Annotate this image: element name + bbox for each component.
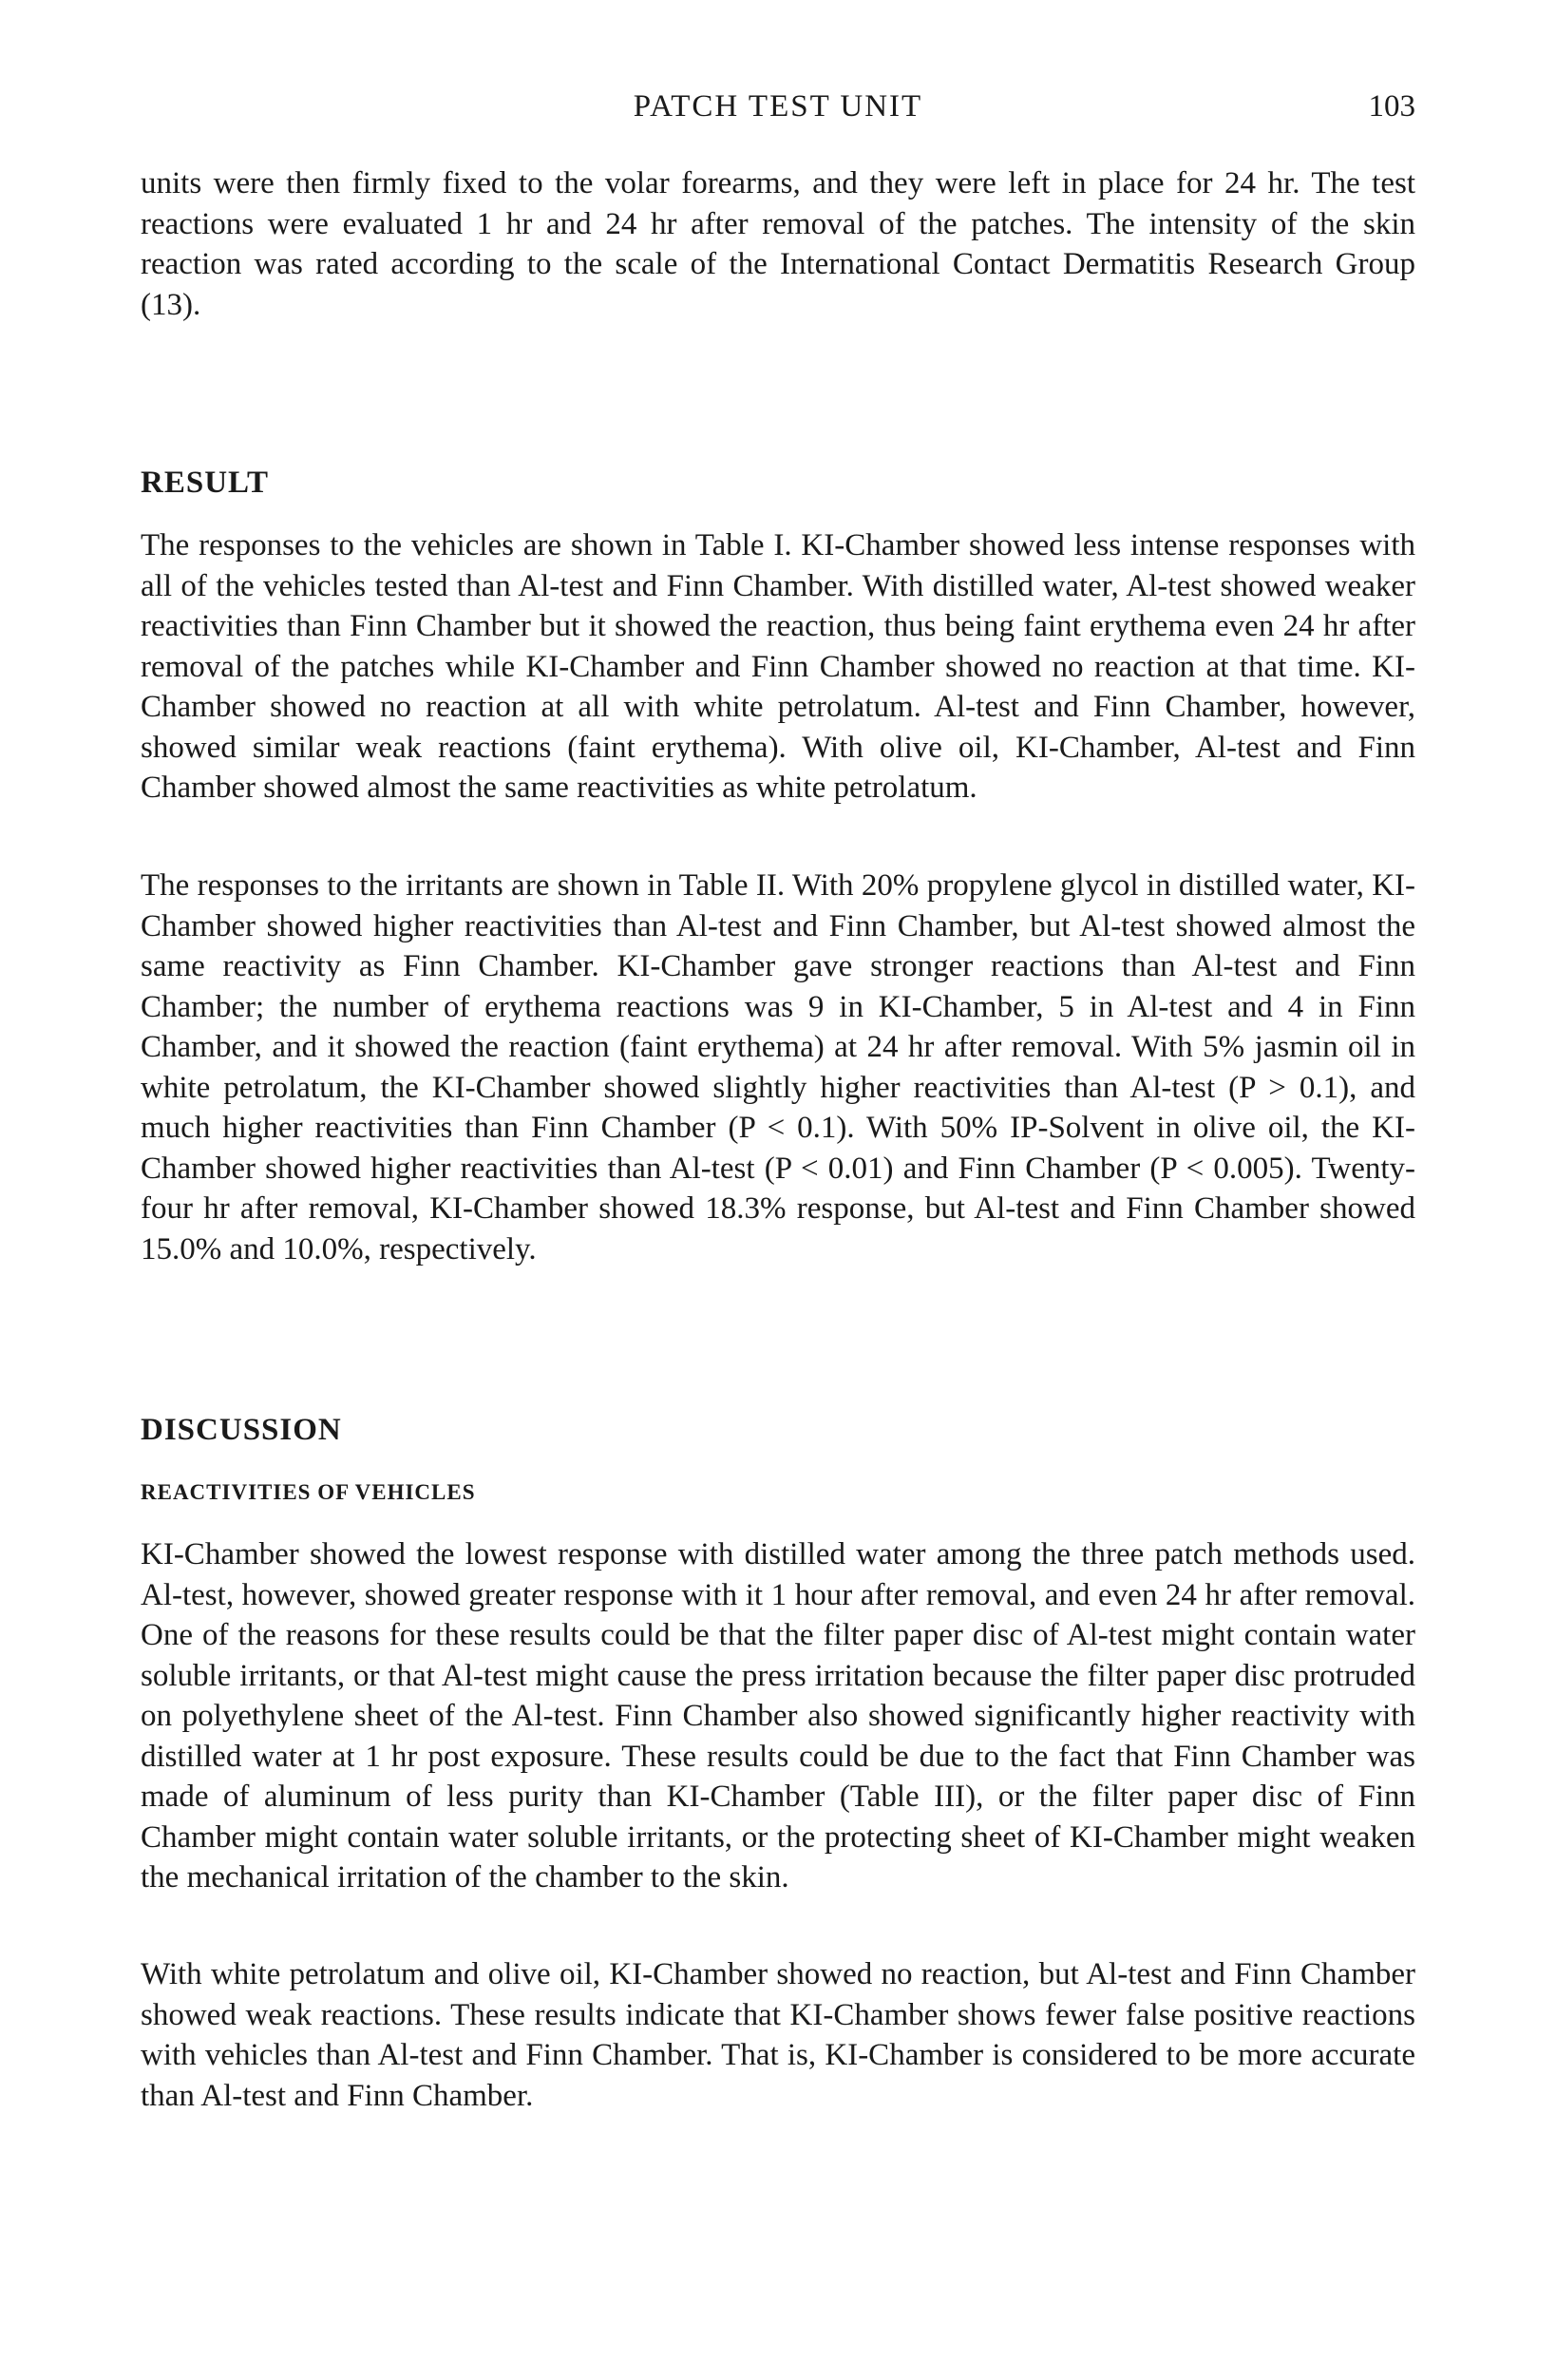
intro-paragraph: units were then firmly fixed to the volar forearms, and they were left in place for 24 hr. The test reactions were evaluated 1 hr and 24 hr after removal of the patches. The intensity of the skin reaction was rated according to the scale of the International Contact Dermatitis Research Group (13). [141, 166, 1415, 322]
result-paragraph-1: The responses to the vehicles are shown in Table I. KI-Chamber showed less intense responses with all of the vehicles tested than Al-test and Finn Chamber. With distilled water, Al-test showed weaker reactivities than Finn Chamber but it showed the reaction, thus being faint erythema even 24 hr after removal of the patches while KI-Chamber and Finn Chamber showed no reaction at that time. KI-Chamber showed no reaction at all with white petrolatum. Al-test and Finn Chamber, however, showed similar weak reactions (faint erythema). With olive oil, KI-Chamber, Al-test and Finn Chamber showed almost the same reactivities as white petrolatum. [141, 528, 1415, 805]
discussion-subheading: REACTIVITIES OF VEHICLES [141, 1480, 476, 1504]
result-heading: RESULT [141, 466, 270, 500]
discussion-paragraph-2: With white petrolatum and olive oil, KI-Chamber showed no reaction, but Al-test and Finn Chamber showed weak reactions. These results indicate that KI-Chamber shows fewer false positive reactions with vehicles than Al-test and Finn Chamber. That is, KI-Chamber is considered to be more accurate than Al-test and Finn Chamber. [141, 1957, 1415, 2113]
running-header [141, 89, 1415, 127]
discussion-paragraph-1: KI-Chamber showed the lowest response with distilled water among the three patch methods used. Al-test, however, showed greater response with it 1 hour after removal, and even 24 hr after removal. One of the reasons for these results could be that the filter paper disc of Al-test might contain water soluble irritants, or that Al-test might cause the press irritation because the filter paper disc protruded on polyethylene sheet of the Al-test. Finn Chamber also showed significantly higher reactivity with distilled water at 1 hr post exposure. These results could be due to the fact that Finn Chamber was made of aluminum of less purity than KI-Chamber (Table III), or the filter paper disc of Finn Chamber might contain water soluble irritants, or the protecting sheet of KI-Chamber might weaken the mechanical irritation of the chamber to the skin. [141, 1537, 1415, 1894]
running-title: PATCH TEST UNIT [633, 89, 923, 124]
discussion-heading: DISCUSSION [141, 1413, 342, 1447]
result-paragraph-2: The responses to the irritants are shown in Table II. With 20% propylene glycol in distilled water, KI-Chamber showed higher reactivities than Al-test and Finn Chamber, but Al-test showed almost the same reactivity as Finn Chamber. KI-Chamber gave stronger reactions than Al-test and Finn Chamber; the number of erythema reactions was 9 in KI-Chamber, 5 in Al-test and 4 in Finn Chamber, and it showed the reaction (faint erythema) at 24 hr after removal. With 5% jasmin oil in white petrolatum, the KI-Chamber showed slightly higher reactivities than Al-test (P > 0.1), and much higher reactivities than Finn Chamber (P < 0.1). With 50% IP-Solvent in olive oil, the KI-Chamber showed higher reactivities than Al-test (P < 0.01) and Finn Chamber (P < 0.005). Twenty-four hr after removal, KI-Chamber showed 18.3% response, but Al-test and Finn Chamber showed 15.0% and 10.0%, respectively. [141, 868, 1415, 1266]
page-number: 103 [1368, 89, 1415, 124]
